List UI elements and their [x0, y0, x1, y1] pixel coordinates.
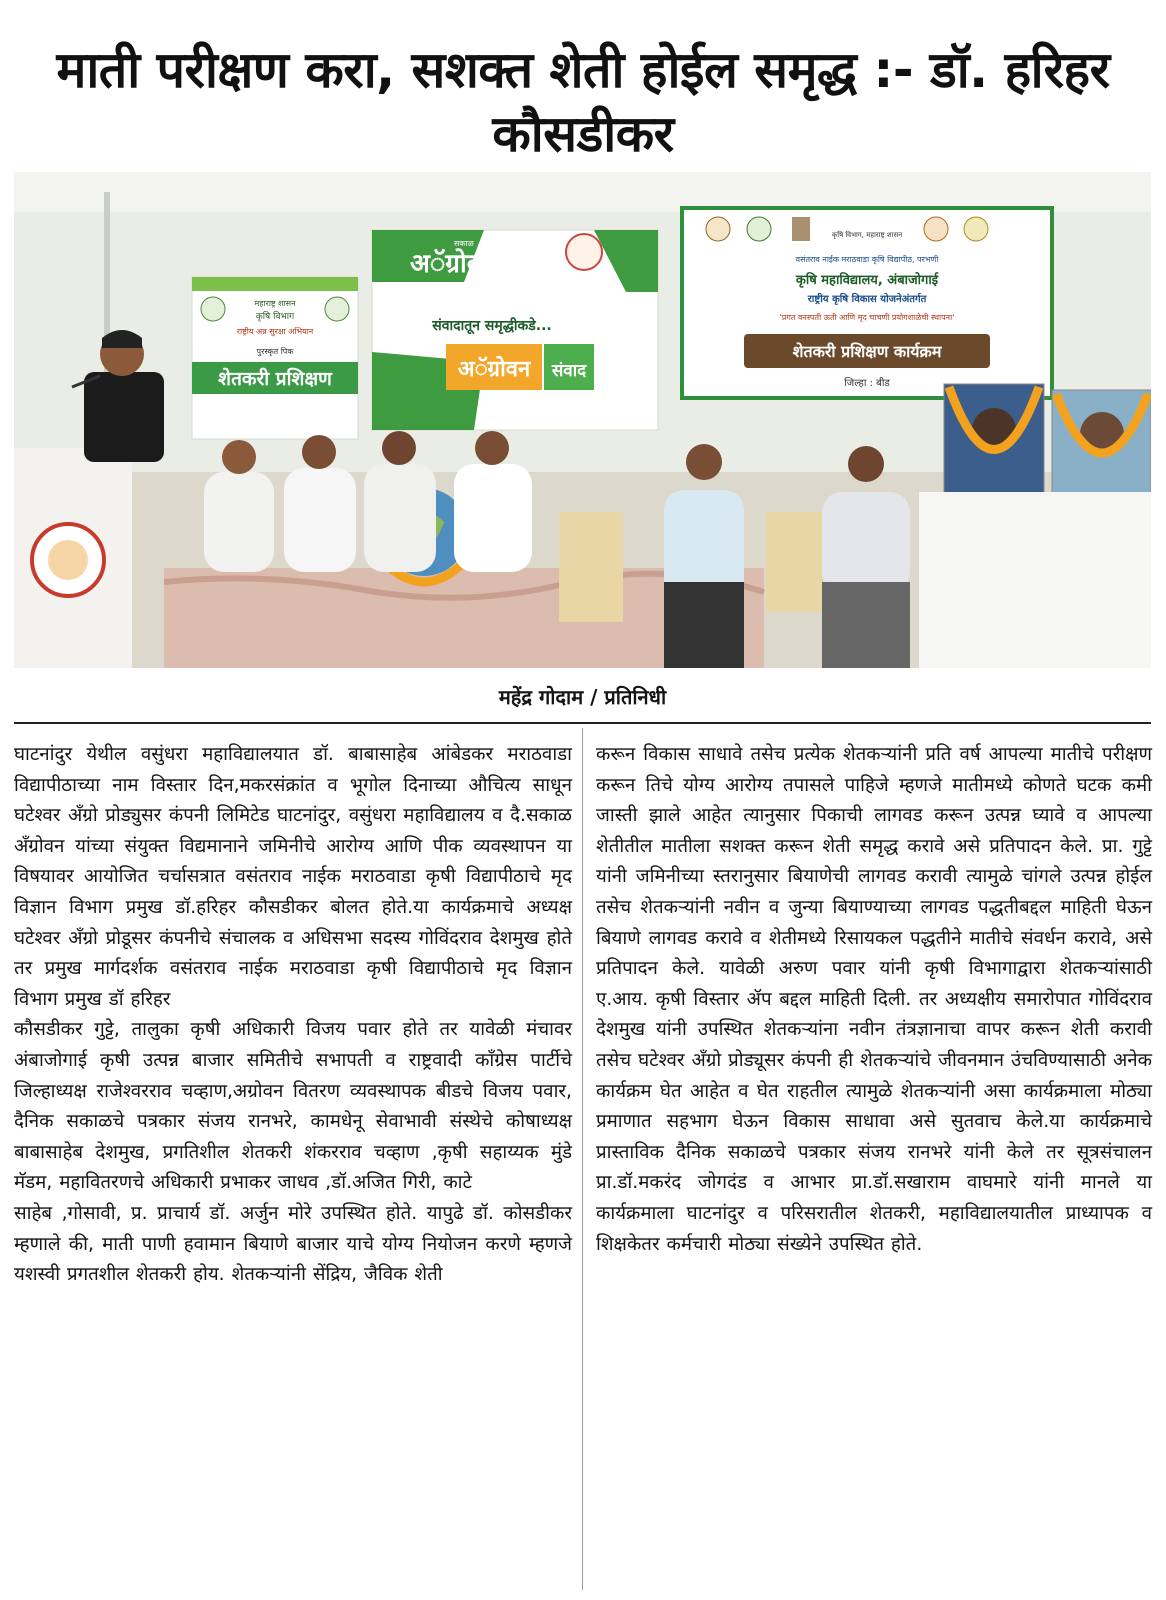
svg-text:कृषि विभाग, महाराष्ट्र शासन: कृषि विभाग, महाराष्ट्र शासन	[831, 231, 903, 239]
left-banner	[192, 277, 358, 439]
svg-text:अॅग्रोवन: अॅग्रोवन	[410, 249, 496, 279]
svg-text:संवादातून समृद्धीकडे...: संवादातून समृद्धीकडे...	[432, 318, 552, 334]
svg-text:जिल्हा : बीड: जिल्हा : बीड	[844, 378, 890, 389]
article-column-right: करून विकास साधावे तसेच प्रत्येक शेतकऱ्यांनी प्रति वर्ष आपल्या मातीचे परीक्षण करून तिचे योग्य आरोग्य तपासले पाहिजे म्हणजे मातीमध्ये कोणते घटक कमी जास्ती झाले आहेत त्यानुसार पिकाची लागवड करून उत्पन्न घ्यावे व आपल्या शेतीतील मातीला सशक्त करून शेती समृद्ध करावे असे प्रतिपादन केले. प्रा. गुट्टे यांनी जमिनीच्या स्तरानुसार बियाणेची लागवड करावी त्यामुळे चांगले उत्पन्न होईल तसेच शेतकऱ्यांनी नवीन व जुन्या बियाण्याच्या लागवड पद्धतीबद्दल माहिती घेऊन बियाणे लागवड करावे व शेतीमध्ये रिसायकल पद्धतीने मातीचे संवर्धन करावे, असे प्रतिपादन केले. यावेळी अरुण पवार यांनी कृषी विभागाद्वारा शेतकऱ्यांसाठी ए.आय. कृषी विस्तार ॲप बद्दल माहिती दिली. तर अध्यक्षीय समारोपात गोविंदराव देशमुख यांनी उपस्थित शेतकऱ्यांना नवीन तंत्रज्ञानाचा वापर करून शेती करावी तसेच घटेश्वर अँग्रो प्रोड्यूसर कंपनी ही शेतकऱ्यांचे जीवनमान उंचविण्यासाठी अनेक कार्यक्रम घेत आहेत व घेत राहतील त्यामुळे शेतकऱ्यांनी असा कार्यक्रमाला मोठ्या प्रमाणात सहभाग घेऊन विकास साधावा असे सुतवाच केले.या कार्यक्रमाचे प्रास्ताविक दैनिक सकाळचे पत्रकार संजय रानभरे यांनी केले तर सूत्रसंचालन प्रा.डॉ.मकरंद जोगदंड व आभार प्रा.डॉ.सखाराम वाघमारे यांनी मानले या कार्यक्रमाला घाटनांदुर व परिसरातील शेतकरी, महाविद्यालयातील प्राध्यापक व शिक्षकेतर कर्मचारी मोठ्या संख्येने उपस्थित होते.	[596, 744, 1152, 1255]
svg-text:संवाद: संवाद	[551, 361, 587, 381]
article-column-left: घाटनांदुर येथील वसुंधरा महाविद्यालयात डॉ. बाबासाहेब आंबेडकर मराठवाडा विद्यापीठाच्या नाम विस्तार दिन,मकरसंक्रांत व भूगोल दिनाच्या औचित्य साधून घटेश्वर अँग्रो प्रोड्युसर कंपनी लिमिटेड घाटनांदुर, वसुंधरा महाविद्यालय व दै.सकाळ अँग्रोवन यांच्या संयुक्त विद्यमानाने जमिनीचे आरोग्य आणि पीक व्यवस्थापन या विषयावर आयोजित चर्चासत्रात वसंतराव नाईक मराठवाडा कृषी विद्यापीठाचे मृद विज्ञान विभाग प्रमुख डॉ.हरिहर कौसडीकर बोलत होते.या कार्यक्रमाचे अध्यक्ष घटेश्वर अँग्रो प्रोडूसर कंपनीचे संचालक व अधिसभा सदस्य गोविंदराव देशमुख होते तर प्रमुख मार्गदर्शक वसंतराव नाईक मराठवाडा कृषी विद्यापीठाचे मृद विज्ञान विभाग प्रमुख डॉ हरिहर कौसडीकर गुट्टे, तालुका कृषी अधिकारी विजय पवार होते तर यावेळी मंचावर अंबाजोगाई कृषी उत्पन्न बाजार समितीचे सभापती व राष्ट्रवादी काँग्रेस पार्टीचे जिल्हाध्यक्ष राजेश्वरराव चव्हाण,अग्रोवन वितरण व्यवस्थापक बीडचे विजय पवार, दैनिक सकाळचे पत्रकार संजय रानभरे, कामधेनू सेवाभावी संस्थेचे कोषाध्यक्ष बाबासाहेब देशमुख, प्रगतिशील शेतकरी शंकरराव चव्हाण ,कृषी सहाय्यक मुंडे मॅडम, महावितरणचे अधिकारी प्रभाकर जाधव ,डॉ.अजित गिरी, काटे साहेब ,गोसावी, प्र. प्राचार्य डॉ. अर्जुन मोरे उपस्थित होते. यापुढे डॉ. कोसडीकर म्हणाले की, माती पाणी हवामान बियाणे बाजार याचे योग्य नियोजन करणे म्हणजे यशस्वी प्रगतशील शेतकरी होय. शेतकऱ्यांनी सेंद्रिय, जैविक शेती	[14, 744, 572, 1286]
svg-text:शेतकरी प्रशिक्षण: शेतकरी प्रशिक्षण	[218, 368, 332, 390]
svg-text:शेतकरी प्रशिक्षण कार्यक्रम: शेतकरी प्रशिक्षण कार्यक्रम	[792, 342, 942, 361]
byline: महेंद्र गोदाम / प्रतिनिधी	[498, 685, 667, 709]
svg-text:कृषि विभाग: कृषि विभाग	[255, 312, 295, 322]
svg-text:कृषि महाविद्यालय, अंबाजोगाई: कृषि महाविद्यालय, अंबाजोगाई	[795, 273, 939, 288]
svg-text:महाराष्ट्र शासन: महाराष्ट्र शासन	[254, 299, 296, 308]
right-banner	[682, 208, 1052, 398]
event-photo	[14, 172, 1151, 668]
svg-text:राष्ट्रीय कृषि विकास योजनेअंतर: राष्ट्रीय कृषि विकास योजनेअंतर्गत	[807, 294, 927, 305]
svg-text:राष्ट्रीय अन्न सुरक्षा अभियान: राष्ट्रीय अन्न सुरक्षा अभियान	[236, 327, 314, 336]
svg-text:सकाळ: सकाळ	[454, 239, 474, 248]
center-banner	[372, 230, 658, 430]
portraits	[919, 384, 1151, 668]
svg-text:अॅग्रोवन: अॅग्रोवन	[457, 357, 531, 382]
svg-text:वसंतराव नाईक मराठवाडा कृषि विद: वसंतराव नाईक मराठवाडा कृषि विद्यापीठ, परभणी	[795, 255, 939, 264]
divider-rule	[14, 722, 1151, 724]
svg-text:'प्रगत वनस्पती ऊती आणि मृद चाच: 'प्रगत वनस्पती ऊती आणि मृद चाचणी प्रयोगशाळेची स्थापना'	[779, 313, 955, 322]
headline: माती परीक्षण करा, सशक्त शेती होईल समृद्ध :- डॉ. हरिहर कौसडीकर	[56, 41, 1110, 163]
svg-text:पुरस्कृत पिक: पुरस्कृत पिक	[256, 347, 294, 356]
column-divider	[582, 728, 583, 1590]
